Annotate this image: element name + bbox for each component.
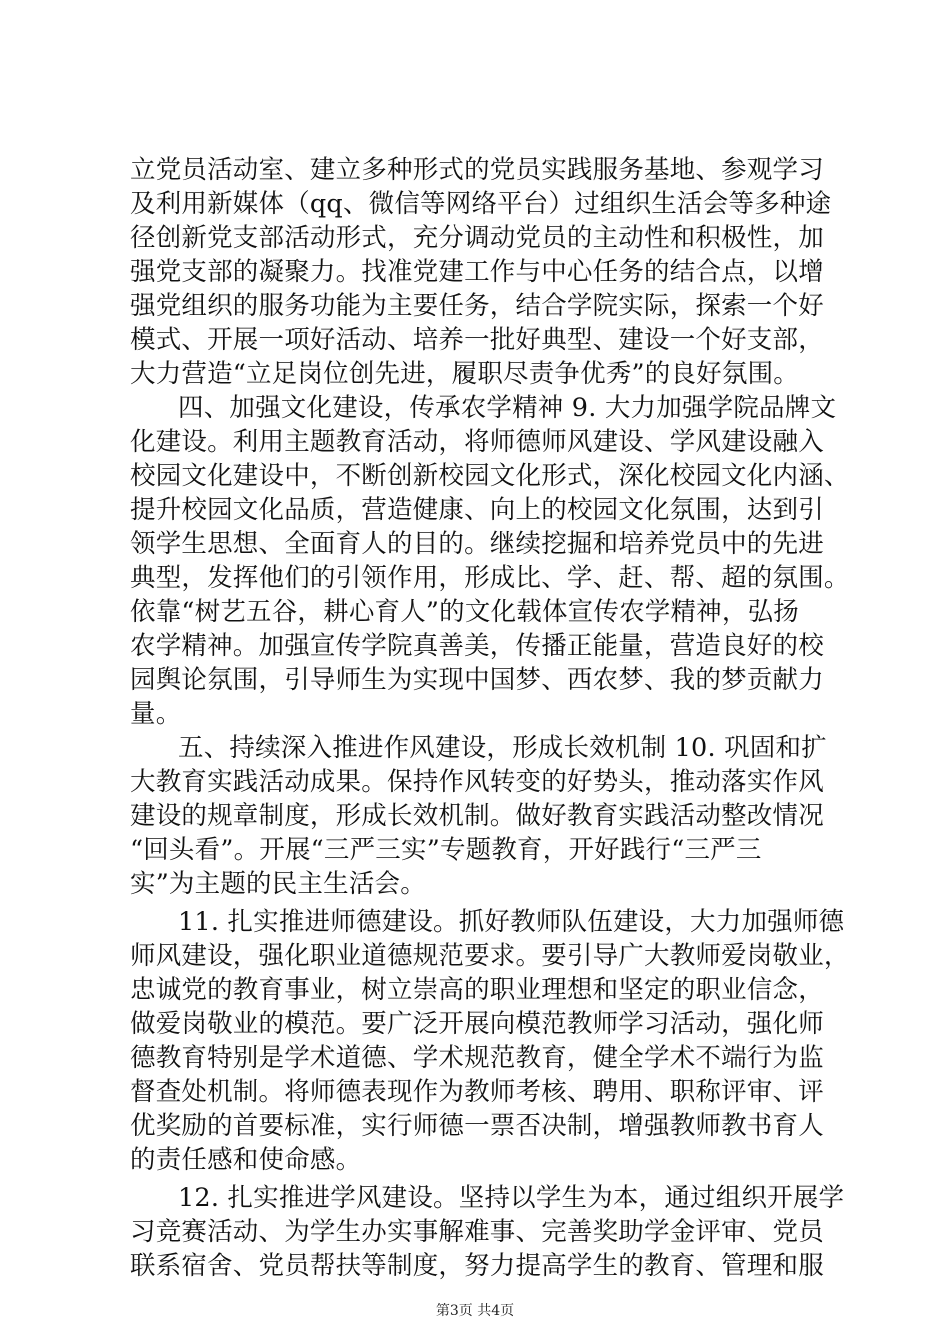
body-text-line: 大力营造“立足岗位创先进，履职尽责争优秀”的良好氛围。 bbox=[130, 359, 799, 389]
body-text-line: 量。 bbox=[130, 699, 182, 729]
body-text-line: 园舆论氛围，引导师生为实现中国梦、西农梦、我的梦贡献力 bbox=[130, 665, 824, 695]
numbered-item-line: 11. 扎实推进师德建设。抓好教师队伍建设，大力加强师德 bbox=[178, 907, 845, 937]
body-text-line: 做爱岗敬业的模范。要广泛开展向模范教师学习活动，强化师 bbox=[130, 1009, 824, 1039]
section-heading-line: 五、持续深入推进作风建设，形成长效机制 10. 巩固和扩 bbox=[178, 733, 827, 763]
body-text-line: 建设的规章制度，形成长效机制。做好教育实践活动整改情况 bbox=[130, 801, 824, 831]
body-text-line: 实”为主题的民主生活会。 bbox=[130, 869, 426, 899]
body-text-line: 领学生思想、全面育人的目的。继续挖掘和培养党员中的先进 bbox=[130, 529, 824, 559]
body-text-line: 的责任感和使命感。 bbox=[130, 1145, 362, 1175]
body-text-line: 联系宿舍、党员帮扶等制度，努力提高学生的教育、管理和服 bbox=[130, 1251, 824, 1281]
numbered-item-line: 12. 扎实推进学风建设。坚持以学生为本，通过组织开展学 bbox=[178, 1183, 845, 1213]
body-text-line: 立党员活动室、建立多种形式的党员实践服务基地、参观学习 bbox=[130, 155, 824, 185]
section-heading-line: 四、加强文化建设，传承农学精神 9. 大力加强学院品牌文 bbox=[178, 393, 837, 423]
body-text-line: 农学精神。加强宣传学院真善美，传播正能量，营造良好的校 bbox=[130, 631, 824, 661]
body-text-line: 大教育实践活动成果。保持作风转变的好势头，推动落实作风 bbox=[130, 767, 824, 797]
body-text-line: 及利用新媒体（qq、微信等网络平台）过组织生活会等多种途 bbox=[130, 189, 832, 219]
body-text-line: 模式、开展一项好活动、培养一批好典型、建设一个好支部， bbox=[130, 325, 824, 355]
body-text-line: 径创新党支部活动形式，充分调动党员的主动性和积极性，加 bbox=[130, 223, 824, 253]
body-text-line: 优奖励的首要标准，实行师德一票否决制，增强教师教书育人 bbox=[130, 1111, 824, 1141]
body-text-line: 忠诚党的教育事业，树立崇高的职业理想和坚定的职业信念， bbox=[130, 975, 824, 1005]
body-text-line: 化建设。利用主题教育活动，将师德师风建设、学风建设融入 bbox=[130, 427, 824, 457]
body-text-line: 督查处机制。将师德表现作为教师考核、聘用、职称评审、评 bbox=[130, 1077, 824, 1107]
body-text-line: “回头看”。开展“三严三实”专题教育，开好践行“三严三 bbox=[130, 835, 762, 865]
body-text-line: 依靠“树艺五谷，耕心育人”的文化载体宣传农学精神，弘扬 bbox=[130, 597, 799, 627]
body-text-line: 校园文化建设中，不断创新校园文化形式，深化校园文化内涵、 bbox=[130, 461, 850, 491]
body-text-line: 提升校园文化品质，营造健康、向上的校园文化氛围，达到引 bbox=[130, 495, 824, 525]
body-text-line: 师风建设，强化职业道德规范要求。要引导广大教师爱岗敬业， bbox=[130, 941, 850, 971]
body-text-line: 习竞赛活动、为学生办实事解难事、完善奖助学金评审、党员 bbox=[130, 1217, 824, 1247]
body-text-line: 强党支部的凝聚力。找准党建工作与中心任务的结合点，以增 bbox=[130, 257, 824, 287]
body-text-line: 强党组织的服务功能为主要任务，结合学院实际，探索一个好 bbox=[130, 291, 824, 321]
body-text-line: 典型，发挥他们的引领作用，形成比、学、赶、帮、超的氛围。 bbox=[130, 563, 850, 593]
page-footer: 第3页 共4页 bbox=[435, 1303, 515, 1319]
body-text-line: 德教育特别是学术道德、学术规范教育，健全学术不端行为监 bbox=[130, 1043, 824, 1073]
